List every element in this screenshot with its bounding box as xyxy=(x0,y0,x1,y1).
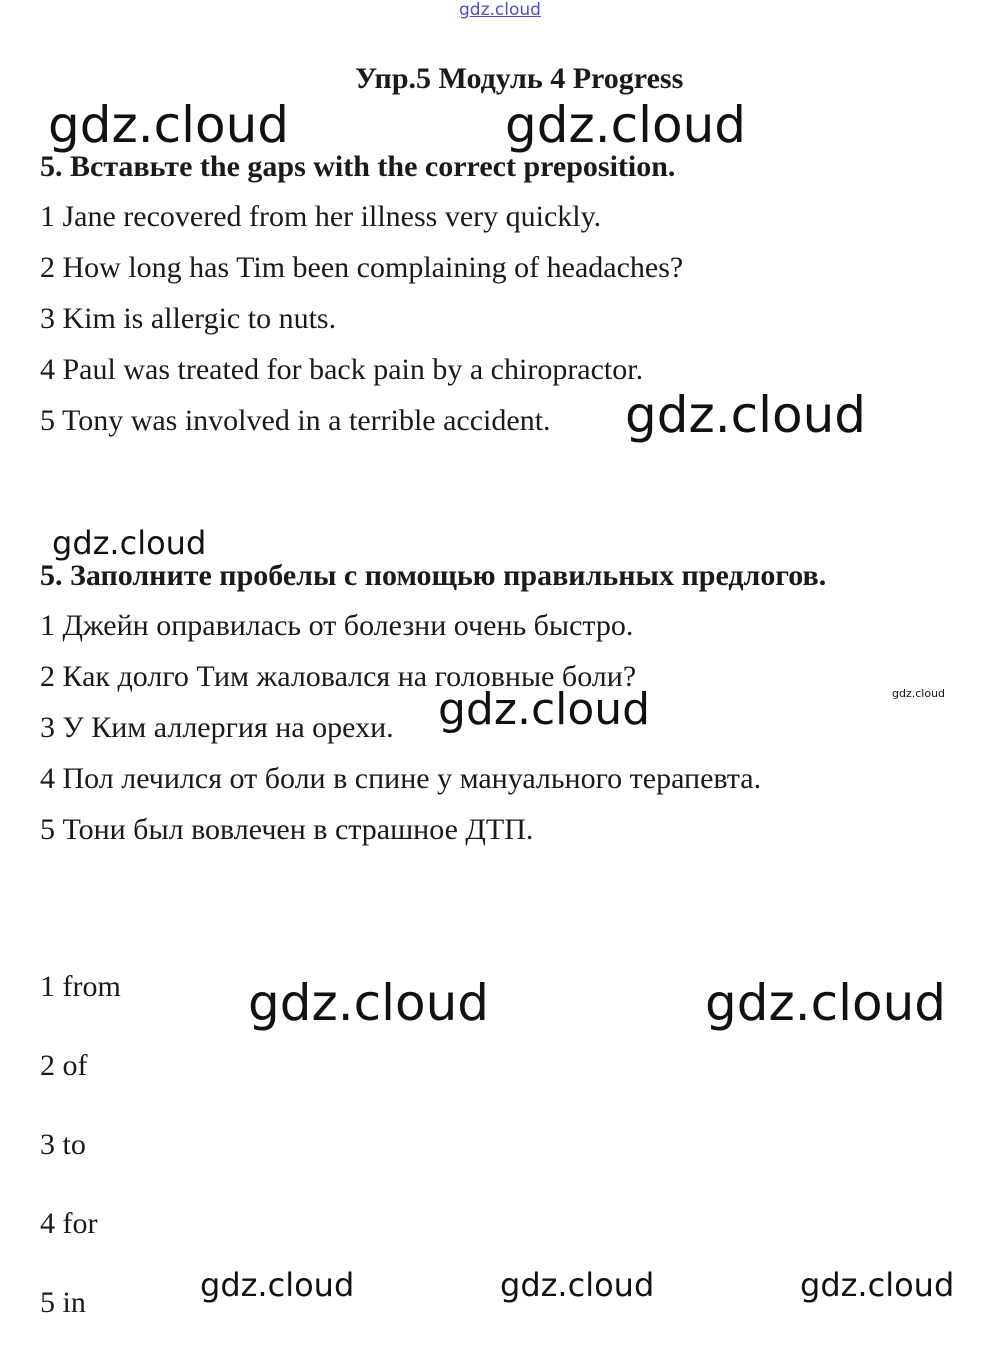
english-heading: 5. Вставьте the gaps with the correct preposition. xyxy=(40,150,676,183)
answer-3: 3 to xyxy=(40,1128,86,1161)
page-title: Упр.5 Модуль 4 Progress xyxy=(355,62,684,95)
english-line-3: 3 Kim is allergic to nuts. xyxy=(40,302,337,335)
watermark: gdz.cloud xyxy=(705,974,947,1032)
answer-5: 5 in xyxy=(40,1286,86,1319)
russian-line-3: 3 У Ким аллергия на орехи. xyxy=(40,711,394,744)
watermark: gdz.cloud xyxy=(625,386,867,444)
english-line-1: 1 Jane recovered from her illness very quickly. xyxy=(40,200,602,233)
answer-1: 1 from xyxy=(40,970,121,1003)
watermark: gdz.cloud xyxy=(500,1266,655,1304)
watermark: gdz.cloud xyxy=(200,1266,355,1304)
top-watermark-link[interactable]: gdz.cloud xyxy=(459,0,541,20)
english-line-4: 4 Paul was treated for back pain by a chiropractor. xyxy=(40,353,644,386)
russian-line-5: 5 Тони был вовлечен в страшное ДТП. xyxy=(40,813,534,846)
watermark: gdz.cloud xyxy=(248,974,490,1032)
watermark: gdz.cloud xyxy=(48,96,290,154)
watermark: gdz.cloud xyxy=(438,684,651,735)
answer-4: 4 for xyxy=(40,1207,98,1240)
watermark-small: gdz.cloud xyxy=(892,687,946,700)
watermark: gdz.cloud xyxy=(800,1266,955,1304)
english-line-2: 2 How long has Tim been complaining of headaches? xyxy=(40,251,684,284)
english-line-5: 5 Tony was involved in a terrible accident. xyxy=(40,404,551,437)
russian-line-1: 1 Джейн оправилась от болезни очень быстро. xyxy=(40,609,634,642)
watermark: gdz.cloud xyxy=(52,524,207,562)
watermark: gdz.cloud xyxy=(505,96,747,154)
russian-line-4: 4 Пол лечился от боли в спине у мануального терапевта. xyxy=(40,762,762,795)
russian-heading: 5. Заполните пробелы с помощью правильных предлогов. xyxy=(40,559,827,592)
answer-2: 2 of xyxy=(40,1049,88,1082)
russian-line-2: 2 Как долго Тим жаловался на головные боли? xyxy=(40,660,637,693)
